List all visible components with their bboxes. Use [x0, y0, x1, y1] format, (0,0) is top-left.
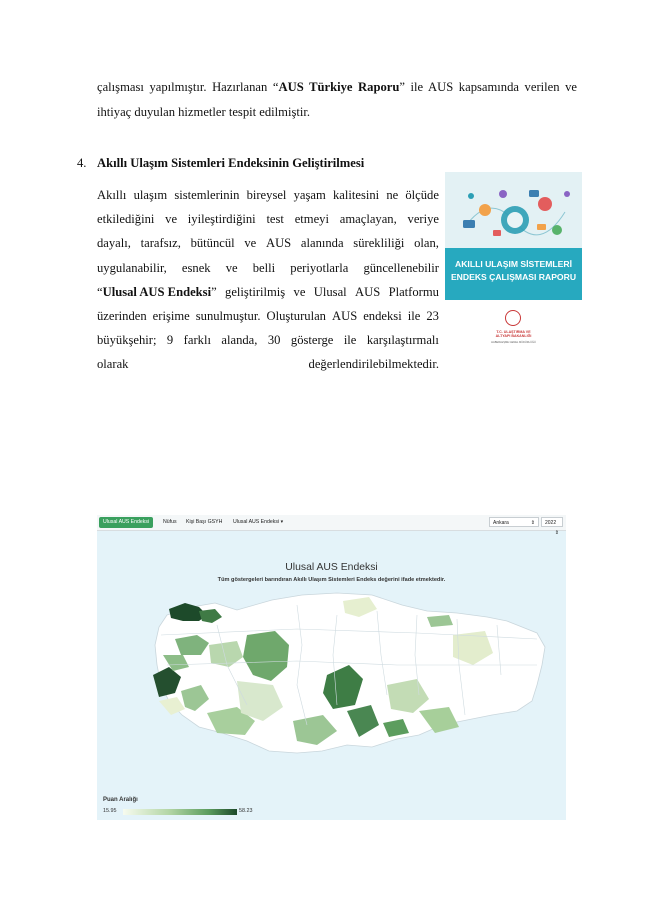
legend-gradient-bar — [123, 809, 237, 815]
body-word: üzerinden — [97, 309, 147, 324]
body-word: alanında — [300, 236, 344, 251]
body-word: büyükşehir; — [97, 333, 157, 348]
body-line — [97, 304, 439, 328]
body-word: belli — [252, 260, 276, 275]
section-heading — [77, 156, 364, 171]
intro-paragraph — [97, 75, 577, 125]
body-word: iyileştirdiğini — [187, 212, 256, 227]
cover-title-band — [445, 248, 582, 300]
legend-max: 58.23 — [239, 808, 253, 814]
city-select-value: Ankara — [493, 520, 509, 526]
body-word: AUS — [265, 236, 292, 251]
body-word: uygulanabilir, — [97, 260, 167, 275]
tab-nufus[interactable]: Nüfus — [163, 519, 177, 525]
body-word: sürekliliği — [353, 236, 405, 251]
body-line — [97, 256, 439, 280]
dashboard-tabbar — [97, 515, 566, 536]
body-word: AUS — [355, 284, 381, 299]
body-word: gösterge — [290, 333, 334, 348]
body-word: 30 — [267, 333, 281, 348]
body-word: güncellenebilir — [363, 260, 439, 275]
body-word: Platformu — [388, 284, 439, 299]
turkey-map — [97, 515, 566, 820]
body-word: değerlendirilebilmektedir. — [308, 357, 439, 372]
intro-bold-term: AUS Türkiye Raporu — [278, 80, 400, 94]
body-word: geliştirilmiş — [225, 284, 286, 299]
body-word: ile — [407, 309, 421, 324]
section-title: Akıllı Ulaşım Sistemleri Endeksinin Geliştirilmesi — [97, 156, 365, 170]
body-word: AUS — [332, 309, 358, 324]
body-word: amaçlayan, — [339, 212, 397, 227]
body-line — [97, 183, 439, 207]
body-word: farklı — [183, 333, 211, 348]
body-word: karşılaştırmalı — [366, 333, 439, 348]
section-number: 4. — [77, 156, 87, 170]
body-word: veriye — [407, 212, 439, 227]
tab-endeks-dropdown[interactable]: Ulusal AUS Endeksi ▾ — [233, 519, 284, 525]
cover-title-line1: AKILLI ULAŞIM SİSTEMLERİ — [455, 259, 572, 269]
cover-org — [445, 330, 582, 339]
legend-min: 15.95 — [103, 808, 117, 814]
body-word: sunulmuştur. — [195, 309, 261, 324]
body-word: erişime — [152, 309, 190, 324]
body-word: ve — [244, 236, 257, 251]
cover-footer — [445, 300, 582, 358]
body-word: Oluşturulan — [266, 309, 326, 324]
body-word: olan, — [414, 236, 439, 251]
map-subtitle: Tüm göstergeleri barındıran Akıllı Ulaşım Sistemleri Endeks değerini ifade etmektedir. — [217, 577, 446, 583]
cover-dept: HABERLEŞME GENEL MÜDÜRLÜĞÜ — [491, 341, 536, 344]
body-line — [97, 280, 439, 304]
body-word: endeksi — [363, 309, 402, 324]
body-word: ile — [343, 333, 357, 348]
year-select-value: 2022 — [545, 520, 557, 526]
chevron-updown-icon: ⇕ — [530, 520, 535, 526]
chevron-updown-icon: ⇕ — [554, 530, 559, 536]
cover-org-line1: T.C. ULAŞTIRMA VE — [496, 330, 531, 334]
legend-title: Puan Aralığı — [103, 797, 138, 803]
aus-dashboard — [97, 515, 566, 820]
body-line — [97, 231, 439, 255]
body-word: yaşam — [293, 188, 326, 202]
section-body — [97, 183, 439, 377]
body-word: sistemlerinin — [174, 188, 240, 202]
body-word: “Ulusal AUS Endeksi” — [97, 284, 217, 299]
body-word: 9 — [166, 333, 174, 348]
body-word: bireysel — [246, 188, 287, 202]
ministry-seal-icon — [505, 310, 521, 326]
body-word: test — [266, 212, 284, 227]
body-word: kalitesini — [332, 188, 380, 202]
cover-org-line2: ALTYAPI BAKANLIĞI — [495, 334, 532, 339]
body-word: Ulusal — [313, 284, 347, 299]
body-line — [97, 207, 439, 231]
body-word: olarak — [97, 357, 129, 372]
body-word: ve — [165, 212, 178, 227]
body-word: bütüncül — [190, 236, 235, 251]
body-word: ve — [293, 284, 306, 299]
body-word: periyotlarla — [290, 260, 349, 275]
report-cover-image — [445, 172, 582, 358]
body-word: ne — [386, 188, 399, 202]
body-word: ölçüde — [405, 188, 439, 202]
body-word: esnek — [181, 260, 211, 275]
tab-ulusal-aus-endeksi[interactable]: Ulusal AUS Endeksi — [99, 517, 153, 528]
body-word: etkilediğini — [97, 212, 155, 227]
cover-title-line2: ENDEKS ÇALIŞMASI RAPORU — [450, 272, 577, 282]
intro-text-before: çalışması yapılmıştır. Hazırlanan “ — [97, 80, 279, 94]
body-word: dayalı, — [97, 236, 131, 251]
map-title: Ulusal AUS Endeksi — [285, 562, 378, 573]
year-select[interactable] — [541, 517, 563, 536]
body-word: tarafsız, — [140, 236, 181, 251]
body-line — [97, 352, 439, 376]
body-word: etmeyi — [294, 212, 329, 227]
region-trabzon[interactable] — [427, 615, 453, 627]
body-word: Akıllı — [97, 188, 127, 202]
tab-kisi-basi-gsyh[interactable]: Kişi Başı GSYH — [186, 519, 223, 525]
body-word: 23 — [426, 309, 439, 324]
cover-illustration — [445, 172, 582, 248]
body-word: ve — [225, 260, 238, 275]
body-word: ulaşım — [133, 188, 168, 202]
intro-text-after: ” ile AUS kapsamında verilen ve ihtiyaç duyulan hizmetler tespit edilmiştir. — [97, 80, 577, 119]
city-select[interactable] — [489, 517, 539, 527]
body-word: alanda, — [221, 333, 258, 348]
body-line — [97, 328, 439, 352]
